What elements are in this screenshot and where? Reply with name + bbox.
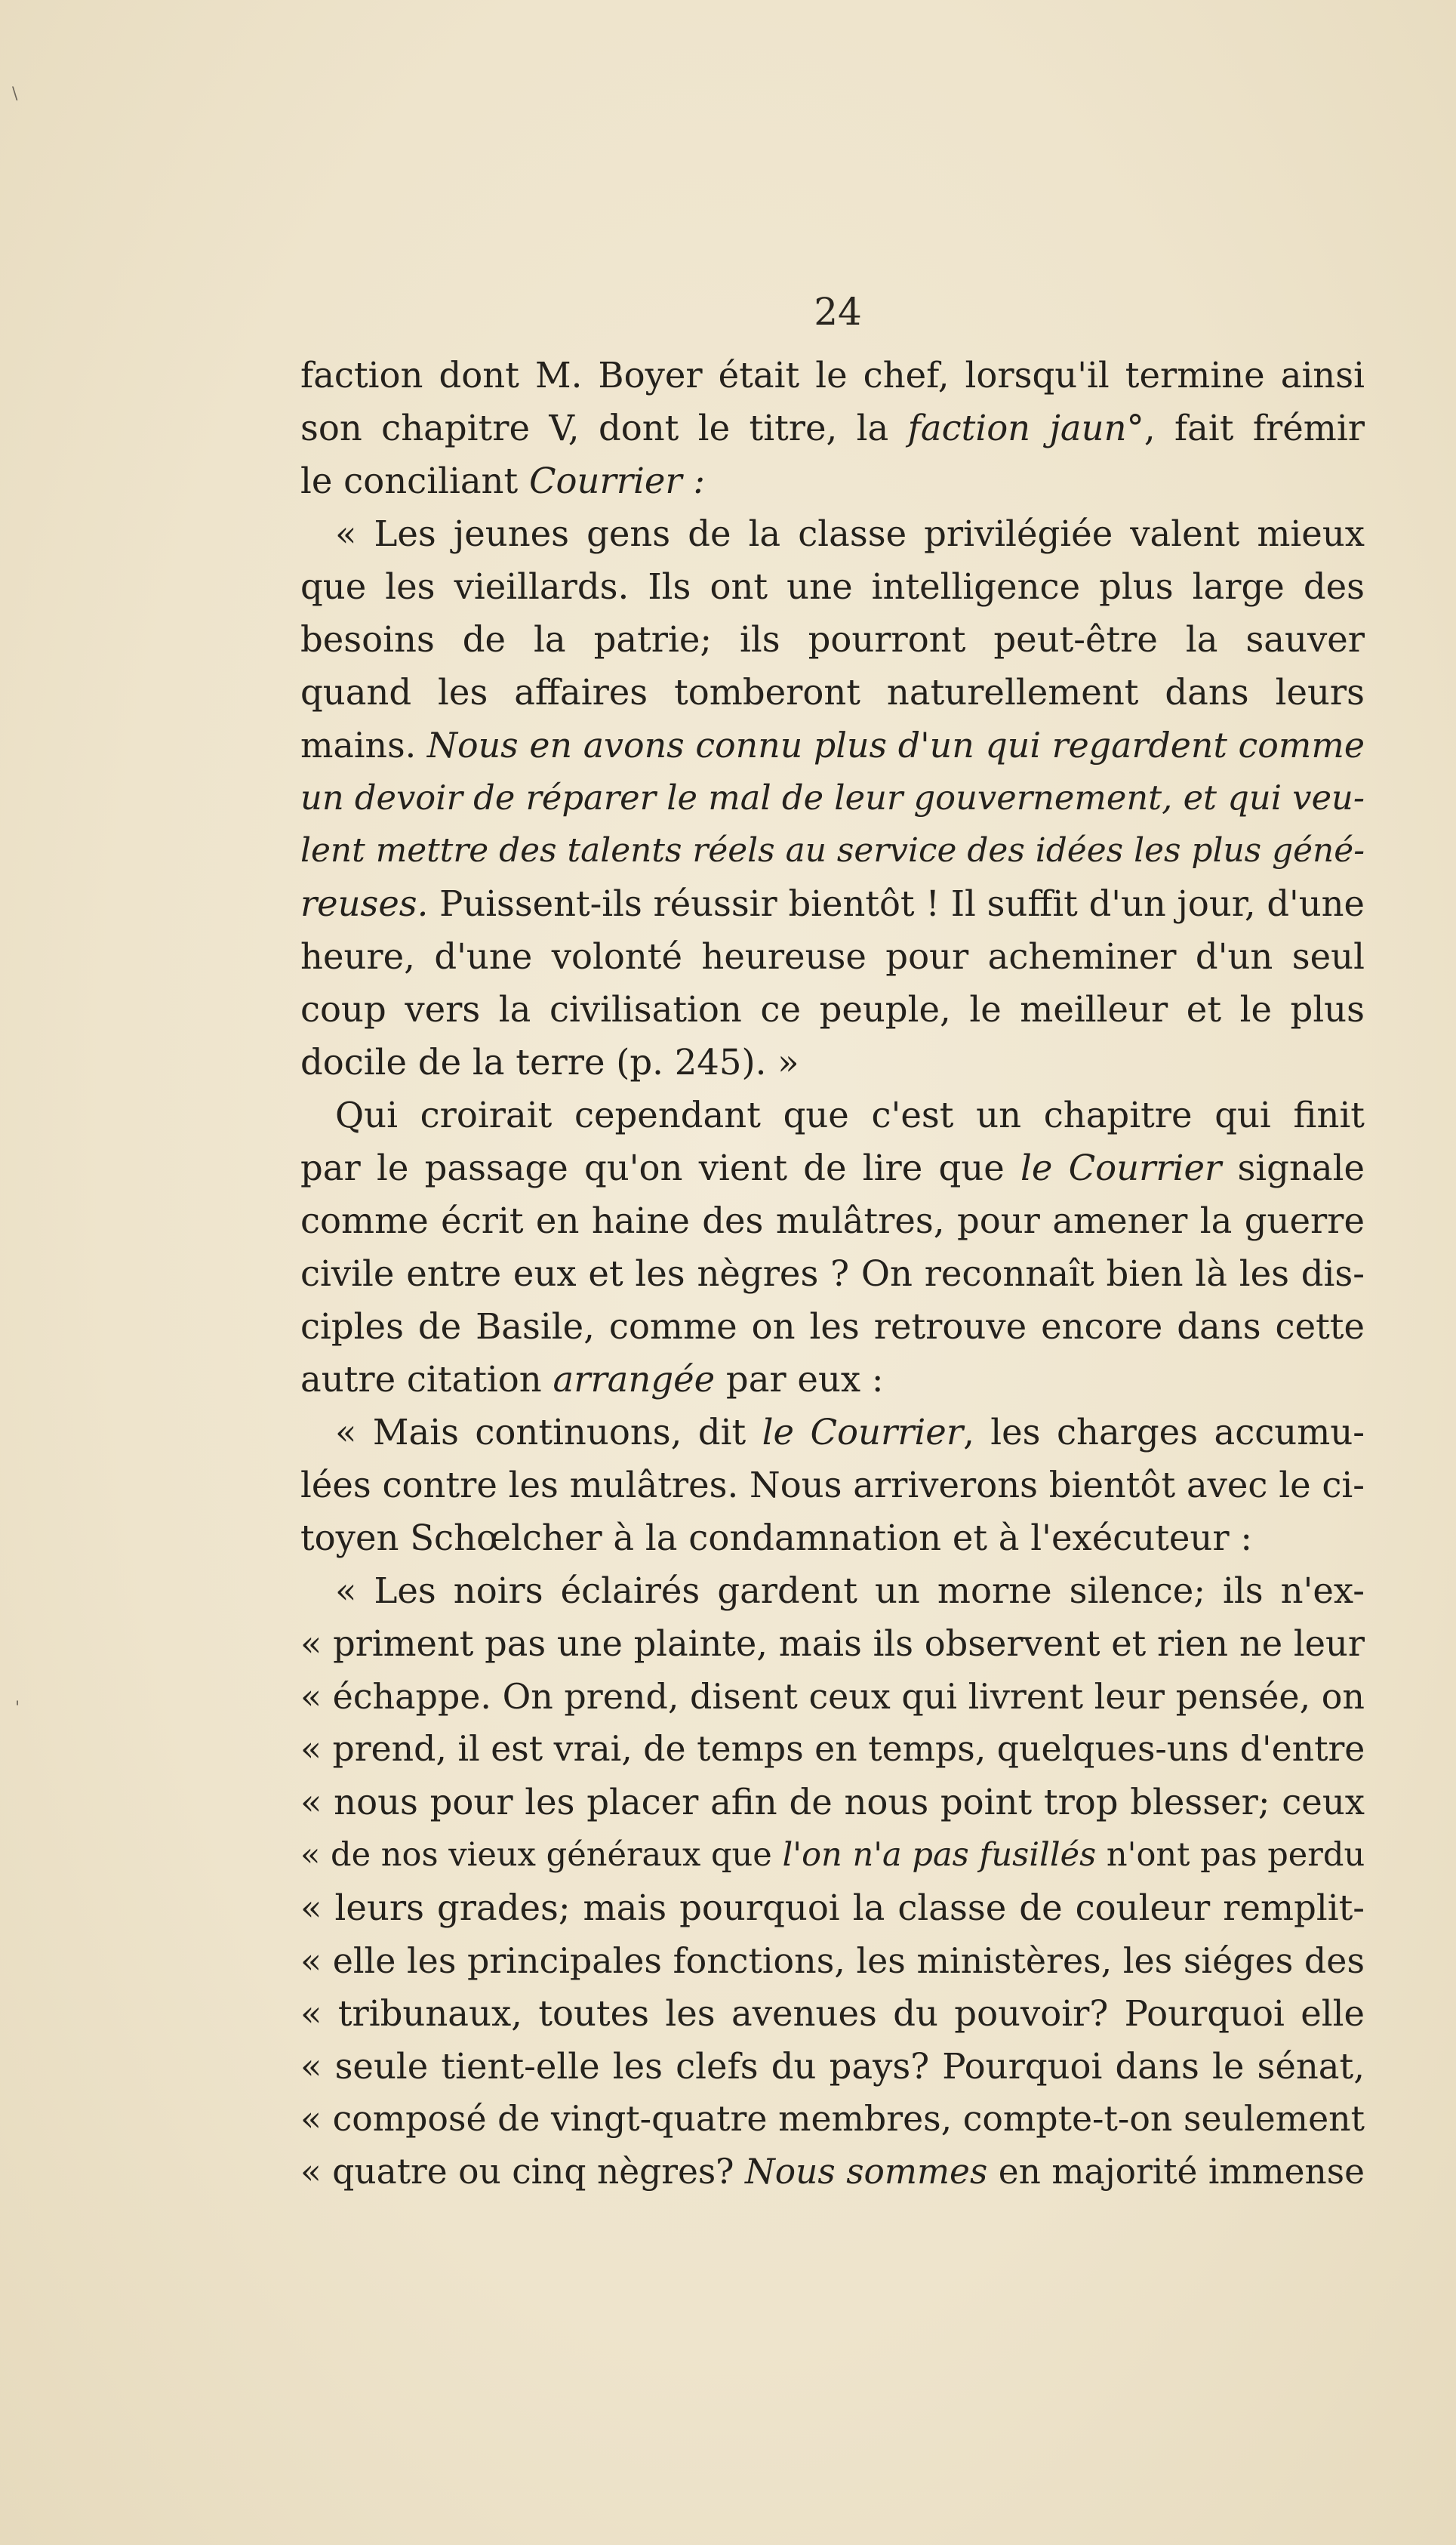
text-run: autre citation [300,1359,553,1400]
text-run: faction dont M. Boyer était le chef, lorsqu'il termine ainsi [300,355,1365,396]
text-line [300,1036,1365,1089]
text-run: lées contre les mulâtres. Nous arriverons bientôt avec le ci- [300,1465,1365,1505]
text-run: « composé de vingt-quatre membres, compte-t-on seulement [300,2099,1365,2139]
text-line [300,2040,1365,2093]
text-run: , les charges accumu- [963,1412,1365,1453]
text-run: en majorité immense [987,2152,1365,2192]
text-run: signale [1221,1148,1365,1188]
text-run: Puissent-ils réussir bientôt ! Il suffit d'un jour, d'une [428,883,1365,924]
margin-speck: \ [12,85,18,103]
italic-text: reuses. [300,883,429,924]
italic-text: l'on n'a pas fusillés [782,1836,1097,1874]
italic-text: arrangée [553,1359,716,1400]
text-line [300,507,1365,560]
text-run: heure, d'une volonté heureuse pour acheminer d'un seul [300,936,1365,977]
text-line [300,2146,1365,2198]
text-line [300,1829,1365,1881]
text-run: « tribunaux, toutes les avenues du pouvoir? Pourquoi elle [300,1993,1365,2034]
text-run: « quatre ou cinq nègres? [300,2152,746,2192]
text-run: « Les noirs éclairés gardent un morne silence; ils n'ex- [335,1570,1365,1611]
text-line [300,824,1365,877]
text-line [300,454,1365,507]
text-run: « seule tient-elle les clefs du pays? Pourquoi dans le sénat, [300,2046,1365,2087]
text-run: « leurs grades; mais pourquoi la classe de couleur remplit- [300,1887,1365,1928]
text-run: par le passage qu'on vient de lire que [300,1148,1020,1188]
italic-text: le Courrier [762,1412,964,1453]
text-line [300,1406,1365,1459]
text-line [300,877,1365,930]
text-line [300,1617,1365,1670]
text-line [300,719,1365,772]
margin-speck: ' [15,1699,20,1718]
text-run: coup vers la civilisation ce peuple, le meilleur et le plus [300,989,1365,1030]
text-line [300,402,1365,454]
text-line [300,1511,1365,1564]
text-run: toyen Schœlcher à la condamnation et à l'exécuteur : [300,1517,1253,1558]
text-run: civile entre eux et les nègres ? On reconnaît bien là les dis- [300,1253,1365,1294]
text-run: comme écrit en haine des mulâtres, pour amener la guerre [300,1200,1365,1241]
text-run: « de nos vieux généraux que [300,1836,783,1874]
text-run: « Mais continuons, dit [335,1412,762,1453]
text-line [300,1564,1365,1617]
italic-text: Nous sommes [745,2152,988,2192]
text-run: « priment pas une plainte, mais ils observent et rien ne leur [300,1623,1365,1664]
text-line [300,666,1365,719]
italic-text: Courrier : [528,461,706,501]
text-line [300,1776,1365,1829]
text-run: docile de la terre (p. 245). » [300,1042,799,1083]
text-line [300,1194,1365,1247]
text-run: « échappe. On prend, disent ceux qui livrent leur pensée, on [300,1676,1365,1717]
text-run: « Les jeunes gens de la classe privilégiée valent mieux [335,513,1365,554]
body-text [300,349,1365,2198]
text-line [300,1089,1365,1142]
italic-text: faction jaun° [907,408,1144,448]
text-run: quand les affaires tomberont naturellement dans leurs [300,672,1365,713]
italic-text: un devoir de réparer le mal de leur gouvernement, et qui veu- [300,778,1365,818]
text-run: « elle les principales fonctions, les ministères, les siéges des [300,1940,1365,1981]
italic-text: lent mettre des talents réels au service des idées les plus géné- [300,831,1365,870]
text-run: « nous pour les placer afin de nous point trop blesser; ceux [300,1782,1365,1822]
text-run: n'ont pas perdu [1096,1836,1365,1874]
text-run: le conciliant [300,461,529,501]
italic-text: le Courrier [1020,1148,1222,1188]
text-line [300,560,1365,613]
text-line [300,2093,1365,2146]
text-line [300,772,1365,824]
text-line [300,349,1365,402]
text-line [300,983,1365,1036]
text-line [300,1723,1365,1776]
text-run: ciples de Basile, comme on les retrouve encore dans cette [300,1306,1365,1347]
text-line [300,1987,1365,2040]
text-line [300,930,1365,983]
text-line [300,1353,1365,1406]
text-line [300,613,1365,666]
text-line [300,1881,1365,1934]
text-line [300,1247,1365,1300]
text-run: son chapitre V, dont le titre, la [300,408,908,448]
italic-text: Nous en avons connu plus d'un qui regardent comme [426,725,1365,766]
text-run: Qui croirait cependant que c'est un chapitre qui finit [335,1095,1365,1135]
text-run: mains. [300,725,427,766]
text-line [300,1459,1365,1511]
text-run: , fait frémir [1144,408,1365,448]
text-run: besoins de la patrie; ils pourront peut-être la sauver [300,619,1365,660]
page-number: 24 [814,290,862,334]
text-run: par eux : [715,1359,884,1400]
text-line [300,1300,1365,1353]
text-line [300,1934,1365,1987]
text-run: que les vieillards. Ils ont une intelligence plus large des [300,566,1365,607]
text-line [300,1142,1365,1194]
text-run: « prend, il est vrai, de temps en temps, quelques-uns d'entre [300,1729,1365,1769]
text-line [300,1670,1365,1723]
